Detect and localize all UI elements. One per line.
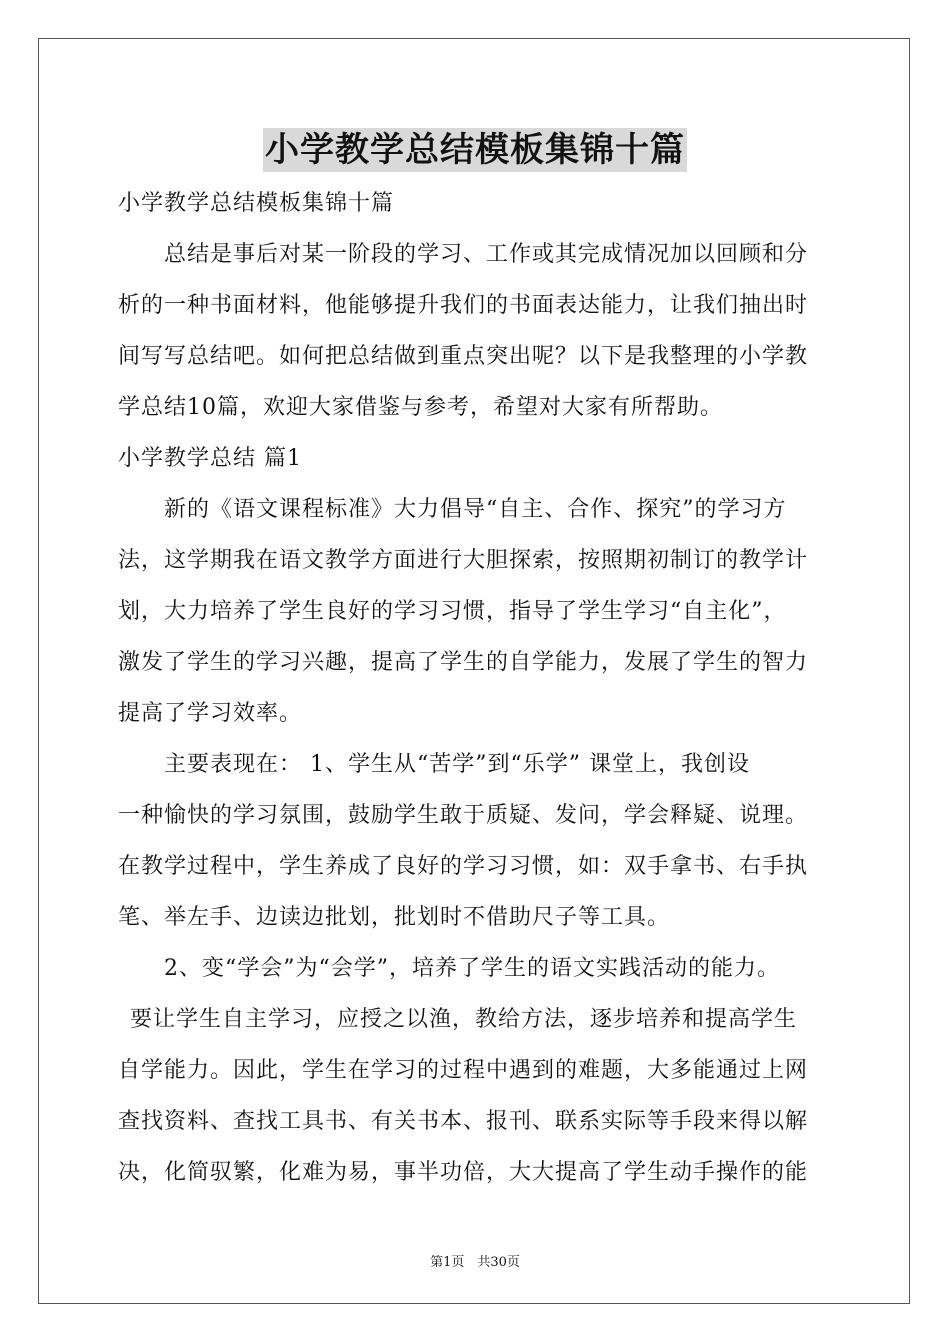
paragraph-line: 学总结10篇，欢迎大家借鉴与参考，希望对大家有所帮助。 [118, 395, 723, 420]
section-heading: 小学教学总结 篇1 [118, 446, 302, 471]
paragraph-line: 法，这学期我在语文教学方面进行大胆探索，按照期初制订的教学计 [118, 548, 809, 573]
paragraph-line: 决，化简驭繁，化难为易，事半功倍，大大提高了学生动手操作的能 [118, 1160, 809, 1185]
paragraph-line: 新的《语文课程标准》大力倡导“自主、合作、探究”的学习方 [164, 497, 787, 522]
paragraph-line: 划，大力培养了学生良好的学习习惯，指导了学生学习“自主化”， [118, 599, 787, 624]
paragraph-line: 一种愉快的学习氛围，鼓励学生敢于质疑、发问，学会释疑、说理。 [118, 803, 809, 828]
paragraph-line: 要让学生自主学习，应授之以渔，教给方法，逐步培养和提高学生 [130, 1007, 798, 1032]
paragraph-line: 激发了学生的学习兴趣，提高了学生的自学能力，发展了学生的智力 [118, 650, 809, 675]
document-body [118, 178, 838, 1198]
paragraph-line: 析的一种书面材料，他能够提升我们的书面表达能力，让我们抽出时 [118, 293, 809, 318]
title-wrap [0, 128, 950, 172]
paragraph-line: 总结是事后对某一阶段的学习、工作或其完成情况加以回顾和分 [164, 242, 809, 267]
document-title: 小学教学总结模板集锦十篇 [265, 130, 685, 170]
paragraph-line: 间写写总结吧。如何把总结做到重点突出呢？以下是我整理的小学教 [118, 344, 809, 369]
paragraph-line: 主要表现在： 1、学生从“苦学”到“乐学” 课堂上，我创设 [164, 752, 750, 777]
subtitle-line: 小学教学总结模板集锦十篇 [118, 191, 395, 216]
page-footer: 第1页 共30页 [430, 1255, 520, 1270]
paragraph-line: 自学能力。因此，学生在学习的过程中遇到的难题，大多能通过上网 [118, 1058, 809, 1083]
paragraph-line: 笔、举左手、边读边批划，批划时不借助尺子等工具。 [118, 905, 671, 930]
paragraph-line: 在教学过程中，学生养成了良好的学习习惯，如：双手拿书、右手执 [118, 854, 809, 879]
paragraph-line: 提高了学习效率。 [118, 701, 303, 726]
paragraph-line: 查找资料、查找工具书、有关书本、报刊、联系实际等手段来得以解 [118, 1109, 809, 1134]
paragraph-line: 2、变“学会”为“会学”，培养了学生的语文实践活动的能力。 [164, 956, 780, 981]
